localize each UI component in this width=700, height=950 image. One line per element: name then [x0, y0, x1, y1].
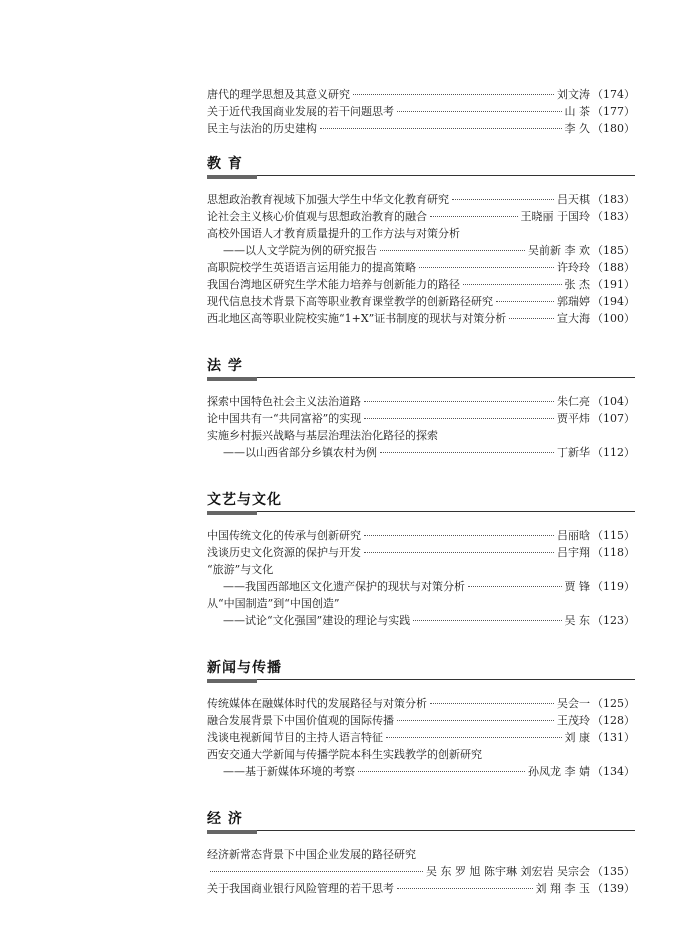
- entry-page: （118）: [592, 546, 635, 559]
- entry-title: 浅谈电视新闻节目的主持人语言特征: [207, 731, 383, 744]
- section-entries: [207, 191, 635, 327]
- section-gap: [207, 461, 635, 473]
- toc-entry: [207, 86, 635, 103]
- entry-page: （191）: [592, 278, 635, 291]
- entry-title: 论社会主义核心价值观与思想政治教育的融合: [207, 210, 427, 223]
- dot-leader: [496, 301, 554, 302]
- entry-subtitle: ——我国西部地区文化遗产保护的现状与对策分析: [223, 580, 465, 593]
- entry-page: （125）: [592, 697, 635, 710]
- toc-entry: [207, 712, 635, 729]
- entry-title: 论中国共有一“共同富裕”的实现: [207, 412, 362, 425]
- entry-title: 高校外国语人才教育质量提升的工作方法与对策分析: [207, 227, 460, 240]
- entry-title: 探索中国特色社会主义法治道路: [207, 395, 361, 408]
- entry-row: [207, 729, 635, 746]
- section-header: [207, 137, 635, 191]
- dot-leader: [452, 199, 554, 200]
- section-entries: [207, 695, 635, 780]
- entry-title: 唐代的理学思想及其意义研究: [207, 88, 350, 101]
- entry-author: 孙凤龙 李 婧: [528, 765, 590, 778]
- section-gap: [207, 780, 635, 792]
- entry-page: （180）: [592, 122, 635, 135]
- entry-subtitle: ——以人文学院为例的研究报告: [223, 244, 377, 257]
- section-entries: [207, 393, 635, 461]
- dot-leader: [386, 737, 562, 738]
- entry-page: （100）: [592, 312, 635, 325]
- dot-leader: [364, 535, 554, 536]
- entry-author: 刘 康: [564, 731, 590, 744]
- section-title: 教 育: [207, 156, 243, 172]
- entry-page: （183）: [592, 210, 635, 223]
- entry-subtitle-row: [207, 612, 635, 629]
- dot-leader: [397, 888, 533, 889]
- dot-leader: [430, 703, 554, 704]
- entry-row: [207, 880, 635, 897]
- toc-entry: [207, 729, 635, 746]
- entry-title: 我国台湾地区研究生学术能力培养与创新能力的路径: [207, 278, 460, 291]
- entry-row: [207, 527, 635, 544]
- section-title: 法 学: [207, 358, 243, 374]
- entry-row: [207, 103, 635, 120]
- section-gap: [207, 629, 635, 641]
- section-title: 经 济: [207, 811, 243, 827]
- entry-title: 实施乡村振兴战略与基层治理法治化路径的探索: [207, 429, 438, 442]
- section-title: 文艺与文化: [207, 492, 282, 508]
- section-header: [207, 792, 635, 846]
- entry-row: [207, 393, 635, 410]
- entry-author: 张 杰: [564, 278, 590, 291]
- entry-title: 关于我国商业银行风险管理的若干思考: [207, 882, 394, 895]
- dot-leader: [430, 216, 518, 217]
- entry-title: 从“中国制造”到“中国创造”: [207, 597, 340, 610]
- toc-entry: [207, 259, 635, 276]
- entry-page: （123）: [592, 614, 635, 627]
- toc-entry: [207, 595, 635, 612]
- toc-entry: [207, 612, 635, 629]
- toc-entry: [207, 746, 635, 763]
- dot-leader: [380, 250, 525, 251]
- dot-leader: [364, 418, 554, 419]
- entry-row: [207, 276, 635, 293]
- toc-entry: [207, 191, 635, 208]
- entry-author: 李 久: [564, 122, 590, 135]
- entry-author: 吕宇翔: [557, 546, 590, 559]
- toc-entry: [207, 276, 635, 293]
- dot-leader: [397, 111, 562, 112]
- table-of-contents: [207, 86, 635, 909]
- entry-author: 吴 东: [564, 614, 590, 627]
- entry-author: 刘文涛: [557, 88, 590, 101]
- section-rule: [207, 830, 635, 831]
- entry-author: 贾 锋: [564, 580, 590, 593]
- entry-author: 许玲玲: [557, 261, 590, 274]
- entry-author: 宣大海: [557, 312, 590, 325]
- entry-subtitle: ——试论“文化强国”建设的理论与实践: [223, 614, 411, 627]
- entry-row: [207, 310, 635, 327]
- entry-page: （104）: [592, 395, 635, 408]
- entry-page: （177）: [592, 105, 635, 118]
- entry-author: 贾平炜: [557, 412, 590, 425]
- toc-entry: [207, 846, 635, 863]
- entry-page: （185）: [592, 244, 635, 257]
- entry-subtitle-row: [207, 578, 635, 595]
- entry-author: 刘 翔 李 玉: [535, 882, 590, 895]
- toc-entry: [207, 393, 635, 410]
- entry-title: 浅谈历史文化资源的保护与开发: [207, 546, 361, 559]
- entry-row: [207, 293, 635, 310]
- entry-row: [207, 695, 635, 712]
- dot-leader: [468, 586, 562, 587]
- dot-leader: [413, 620, 561, 621]
- dot-leader: [509, 318, 554, 319]
- toc-entry: [207, 120, 635, 137]
- toc-entry: [207, 225, 635, 242]
- section-rule: [207, 679, 635, 680]
- dot-leader: [380, 452, 554, 453]
- toc-entry: [207, 208, 635, 225]
- entry-page: （131）: [592, 731, 635, 744]
- toc-entry: [207, 242, 635, 259]
- entry-page: （194）: [592, 295, 635, 308]
- entry-title: 西北地区高等职业院校实施“1+X”证书制度的现状与对策分析: [207, 312, 507, 325]
- section-rule: [207, 511, 635, 512]
- entry-page: （107）: [592, 412, 635, 425]
- entry-author: 吴前新 李 欢: [528, 244, 590, 257]
- entry-row: [207, 259, 635, 276]
- section-entries: [207, 846, 635, 897]
- section-gap: [207, 327, 635, 339]
- entry-subtitle-row: [207, 763, 635, 780]
- entry-row: [207, 191, 635, 208]
- toc-entry: [207, 444, 635, 461]
- entry-page: （134）: [592, 765, 635, 778]
- dot-leader: [358, 771, 525, 772]
- entry-title: 西安交通大学新闻与传播学院本科生实践教学的创新研究: [207, 748, 482, 761]
- dot-leader: [320, 128, 562, 129]
- toc-entry: [207, 527, 635, 544]
- entry-author: 朱仁亮: [557, 395, 590, 408]
- section-header: [207, 641, 635, 695]
- dot-leader: [419, 267, 554, 268]
- dot-leader: [364, 552, 554, 553]
- entry-title: 关于近代我国商业发展的若干问题思考: [207, 105, 394, 118]
- entry-page: （128）: [592, 714, 635, 727]
- entry-title: 高职院校学生英语语言运用能力的提高策略: [207, 261, 416, 274]
- entry-row: [207, 86, 635, 103]
- entry-page: （119）: [592, 580, 635, 593]
- entry-page: （183）: [592, 193, 635, 206]
- toc-entry: [207, 410, 635, 427]
- entry-page: （139）: [592, 882, 635, 895]
- toc-entry: [207, 763, 635, 780]
- section-rule: [207, 377, 635, 378]
- entry-title: 思想政治教育视域下加强大学生中华文化教育研究: [207, 193, 449, 206]
- entry-author: 吕丽晗: [557, 529, 590, 542]
- section-rule: [207, 175, 635, 176]
- dot-leader: [364, 401, 554, 402]
- entry-author: 王茂玲: [557, 714, 590, 727]
- entry-row: [207, 410, 635, 427]
- toc-entry: [207, 310, 635, 327]
- entry-title: 现代信息技术背景下高等职业教育课堂教学的创新路径研究: [207, 295, 493, 308]
- entry-row: [207, 544, 635, 561]
- entry-author: 丁新华: [557, 446, 590, 459]
- entry-subtitle: ——基于新媒体环境的考察: [223, 765, 355, 778]
- section-title: 新闻与传播: [207, 660, 282, 676]
- entry-subtitle-row: [207, 242, 635, 259]
- entry-page: （174）: [592, 88, 635, 101]
- dot-leader: [463, 284, 562, 285]
- entry-subtitle: ——以山西省部分乡镇农村为例: [223, 446, 377, 459]
- toc-entry: [207, 863, 635, 880]
- entry-row: [207, 712, 635, 729]
- entry-page: （112）: [592, 446, 635, 459]
- toc-entry: [207, 578, 635, 595]
- sections: [207, 137, 635, 909]
- entry-row: [207, 120, 635, 137]
- dot-leader: [353, 94, 554, 95]
- toc-entry: [207, 103, 635, 120]
- entry-subtitle-row: [207, 444, 635, 461]
- toc-entry: [207, 880, 635, 897]
- toc-entry: [207, 293, 635, 310]
- toc-entry: [207, 544, 635, 561]
- entry-title: 经济新常态背景下中国企业发展的路径研究: [207, 848, 416, 861]
- toc-entry: [207, 561, 635, 578]
- entry-page: （115）: [592, 529, 635, 542]
- section-entries: [207, 527, 635, 629]
- section-header: [207, 339, 635, 393]
- entry-page: （135）: [592, 865, 635, 878]
- entry-title: 民主与法治的历史建构: [207, 122, 317, 135]
- section-header: [207, 473, 635, 527]
- entry-title: 中国传统文化的传承与创新研究: [207, 529, 361, 542]
- entry-title: 融合发展背景下中国价值观的国际传播: [207, 714, 394, 727]
- entry-author: 山 茶: [564, 105, 590, 118]
- entry-title: 传统媒体在融媒体时代的发展路径与对策分析: [207, 697, 427, 710]
- dot-leader: [397, 720, 554, 721]
- entry-author: 王晓丽 于国玲: [520, 210, 590, 223]
- entry-author: 吕天棋: [557, 193, 590, 206]
- entry-author: 郭瑞婷: [557, 295, 590, 308]
- toc-entry: [207, 427, 635, 444]
- entry-row: [207, 863, 635, 880]
- entry-row: [207, 208, 635, 225]
- entry-page: （188）: [592, 261, 635, 274]
- toc-entry: [207, 695, 635, 712]
- dot-leader: [210, 871, 423, 872]
- intro-entries: [207, 86, 635, 137]
- entry-author: 吴会一: [557, 697, 590, 710]
- entry-title: “旅游”与文化: [207, 563, 274, 576]
- entry-author: 吴 东 罗 旭 陈宇琳 刘宏岩 吴宗会: [426, 865, 590, 878]
- section-gap: [207, 897, 635, 909]
